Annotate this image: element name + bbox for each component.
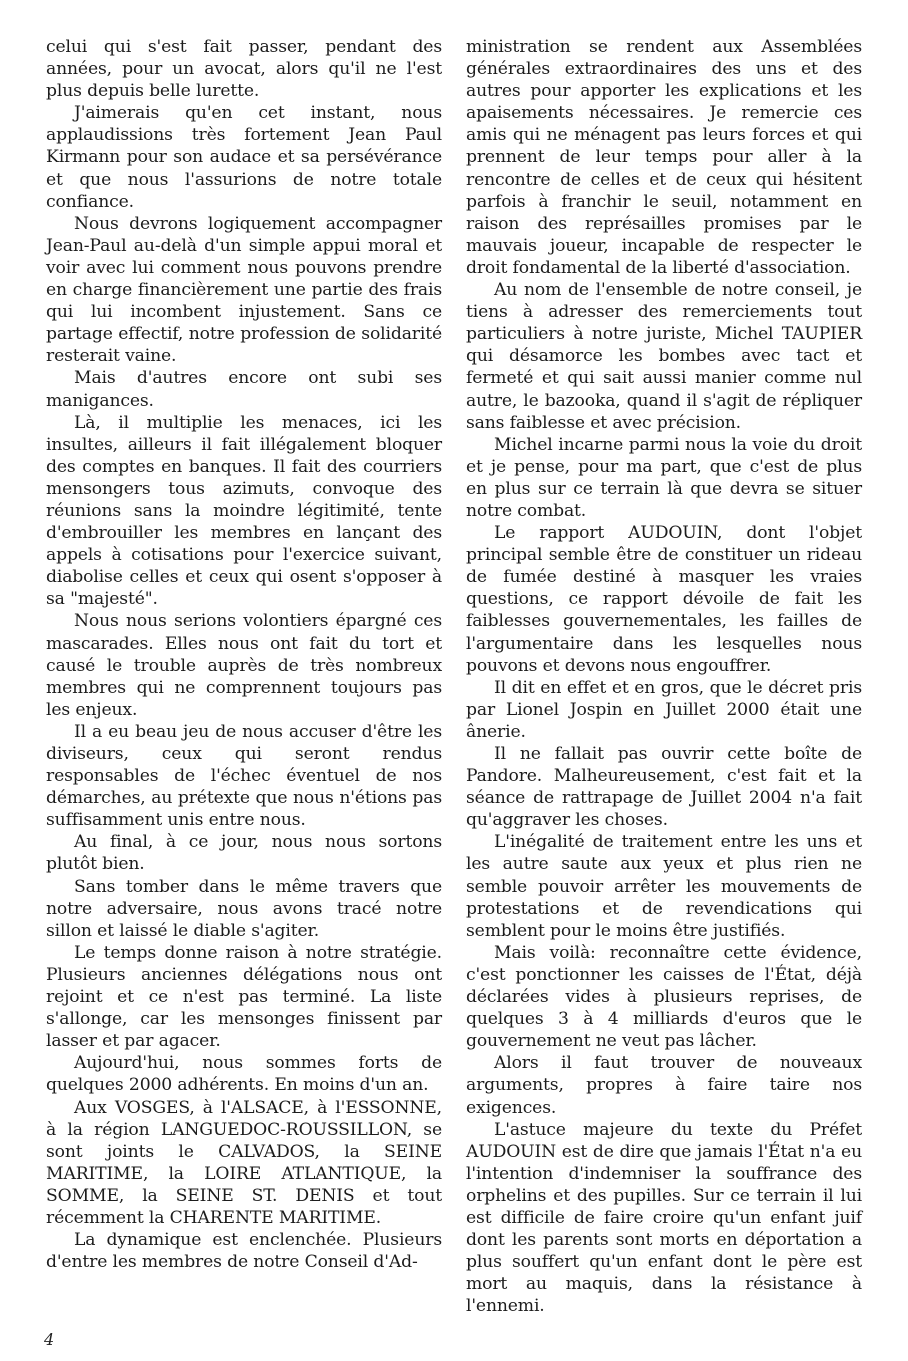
paragraph: Au final, à ce jour, nous nous sortons plutôt bien. <box>46 832 442 875</box>
paragraph: Le temps donne raison à notre stratégie. Plusieurs anciennes délégations nous ont rejoint et ce n'est pas terminé. La liste s'allonge, car les mensonges finissent par lasser et par agacer. <box>46 942 442 1052</box>
paragraph: Nous devrons logiquement accompagner Jean-Paul au-delà d'un simple appui moral et voir avec lui comment nous pouvons prendre en charge financièrement une partie des frais qui lui incombent injustement. Sans ce partage effectif, notre profession de solidarité resterait vaine. <box>46 213 442 367</box>
paragraph: Mais d'autres encore ont subi ses manigances. <box>46 368 442 411</box>
paragraph: celui qui s'est fait passer, pendant des années, pour un avocat, alors qu'il ne l'est plus depuis belle lurette. <box>46 37 442 102</box>
paragraph: La dynamique est enclenchée. Plusieurs d'entre les membres de notre Conseil d'Ad- <box>46 1230 442 1273</box>
paragraph: L'astuce majeure du texte du Préfet AUDOUIN est de dire que jamais l'État n'a eu l'intention d'indemniser la souffrance des orphelins et des pupilles. Sur ce terrain il lui est difficile de faire croire qu'un enfant juif dont les parents sont morts en déportation a plus souffert qu'un enfant dont le père est mort au maquis, dans la résistance à l'ennemi. <box>466 1119 862 1317</box>
paragraph: L'inégalité de traitement entre les uns et les autre saute aux yeux et plus rien ne semble pouvoir arrêter les mouvements de protestations et de revendications qui semblent pour le moins être justifiés. <box>466 832 862 941</box>
paragraph: Aujourd'hui, nous sommes forts de quelques 2000 adhérents. En moins d'un an. <box>46 1053 442 1096</box>
paragraph: Alors il faut trouver de nouveaux arguments, propres à faire taire nos exigences. <box>466 1053 862 1118</box>
paragraph: Sans tomber dans le même travers que notre adversaire, nous avons tracé notre sillon et laissé le diable s'agiter. <box>46 876 442 941</box>
left-column <box>46 36 442 1273</box>
page-number: 4 <box>44 1330 55 1349</box>
paragraph: Il ne fallait pas ouvrir cette boîte de Pandore. Malheureusement, c'est fait et la séance de rattrapage de Juillet 2004 n'a fait qu'aggraver les choses. <box>466 744 862 831</box>
paragraph: Michel incarne parmi nous la voie du droit et je pense, pour ma part, que c'est de plus en plus sur ce terrain là que devra se situer notre combat. <box>466 434 862 521</box>
paragraph: Il a eu beau jeu de nous accuser d'être les diviseurs, ceux qui seront rendus responsables de l'échec éventuel de nos démarches, au prétexte que nous n'étions pas suffisamment unis entre nous. <box>46 721 442 831</box>
paragraph: Nous nous serions volontiers épargné ces mascarades. Elles nous ont fait du tort et causé le trouble auprès de très nombreux membres qui ne comprennent toujours pas les enjeux. <box>46 611 442 720</box>
paragraph: ministration se rendent aux Assemblées générales extraordinaires des uns et des autres pour apporter les explications et les apaisements nécessaires. Je remercie ces amis qui ne ménagent pas leurs forces et qui prennent de leur temps pour aller à la rencontre de celles et de ceux qui hésitent parfois à franchir le seuil, notamment en raison des représailles promises par le mauvais joueur, incapable de respecter le droit fondamental de la liberté d'association. <box>466 37 862 278</box>
paragraph: Il dit en effet et en gros, que le décret pris par Lionel Jospin en Juillet 2000 était une ânerie. <box>466 677 862 742</box>
paragraph: Mais voilà: reconnaître cette évidence, c'est ponctionner les caisses de l'État, déjà déclarées vides à plusieurs reprises, de quelques 3 à 4 milliards d'euros que le gouvernement ne veut pas lâcher. <box>466 942 862 1052</box>
paragraph: Le rapport AUDOUIN, dont l'objet principal semble être de constituer un rideau de fumée destiné à masquer les vraies questions, ce rapport dévoile de fait les faiblesses gouvernementales, les failles de l'argumentaire dans les lesquelles nous pouvons et devons nous engouffrer. <box>466 523 862 676</box>
right-column <box>466 36 862 1317</box>
paragraph: J'aimerais qu'en cet instant, nous applaudissions très fortement Jean Paul Kirmann pour son audace et sa persévérance et que nous l'assurions de notre totale confiance. <box>46 103 442 212</box>
paragraph: Aux VOSGES, à l'ALSACE, à l'ESSONNE, à la région LANGUEDOC-ROUSSILLON, se sont joints le CALVADOS, la SEINE MARITIME, la LOIRE ATLANTIQUE, la SOMME, la SEINE ST. DENIS et tout récemment la CHARENTE MARITIME. <box>46 1097 442 1228</box>
paragraph: Au nom de l'ensemble de notre conseil, je tiens à adresser des remerciements tout particuliers à notre juriste, Michel TAUPIER qui désamorce les bombes avec tact et fermeté et qui sait aussi manier comme nul autre, le bazooka, quand il s'agit de répliquer sans faiblesse et avec précision. <box>466 280 862 433</box>
paragraph: Là, il multiplie les menaces, ici les insultes, ailleurs il fait illégalement bloquer des comptes en banques. Il fait des courriers mensongers tous azimuts, convoque des réunions sans la moindre légitimité, tente d'embrouiller les membres en lançant des appels à cotisations pour l'exercice suivant, diabolise celles et ceux qui osent s'opposer à sa "majesté". <box>46 412 442 610</box>
